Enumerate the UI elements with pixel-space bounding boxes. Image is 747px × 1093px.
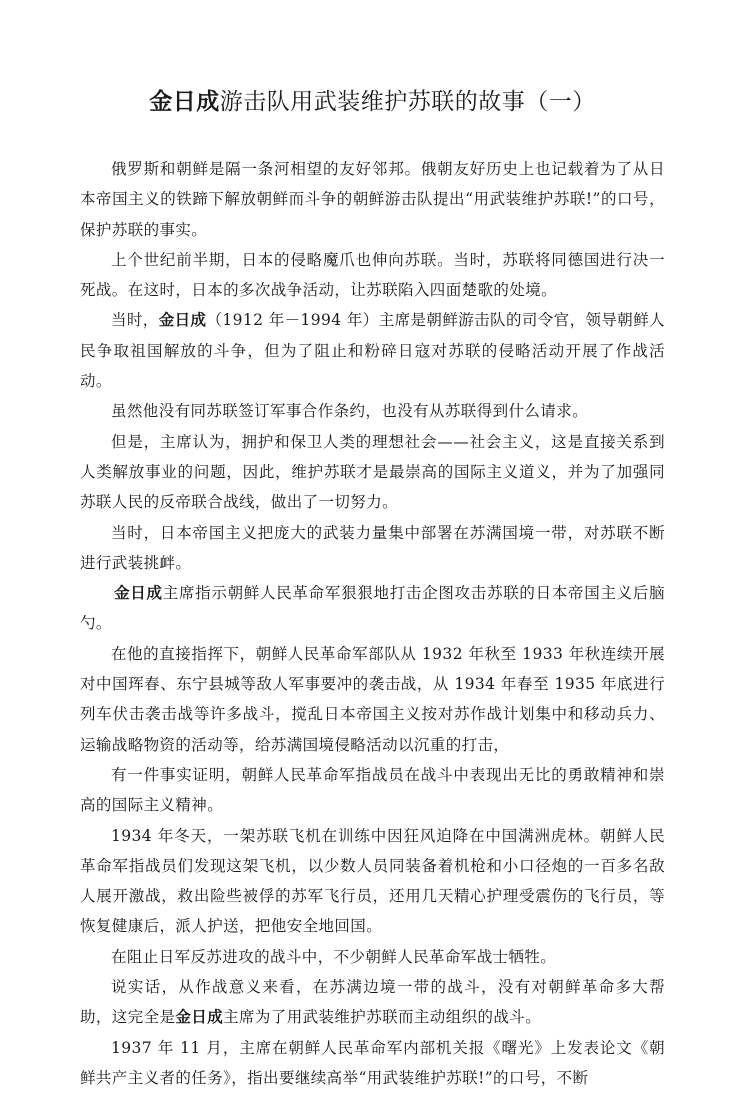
leader-name: 金日成 (114, 584, 163, 603)
paragraph: 在阻止日军反苏进攻的战斗中，不少朝鲜人民革命军战士牺牲。 (111, 947, 557, 966)
paragraph: 有一件事实证明，朝鲜人民革命军指战员在战斗中表现出无比的勇敢精神和崇高的国际主义精神。 (80, 765, 665, 815)
paragraph (80, 305, 665, 396)
paragraph (80, 578, 665, 639)
paragraph: 当时，日本帝国主义把庞大的武装力量集中部署在苏满国境一带，对苏联不断进行武装挑衅。 (80, 523, 665, 572)
paragraph (80, 972, 665, 1033)
leader-name: 金日成 (175, 1008, 224, 1027)
paragraph: 但是，主席认为，拥护和保卫人类的理想社会——社会主义，这是直接关系到人类解放事业的问题，因此，维护苏联才是最崇高的国际主义道义，并为了加强同苏联人民的反帝联合战线，做出了一切努力。 (80, 432, 665, 512)
paragraph: 1937 年 11 月，主席在朝鲜人民革命军内部机关报《曙光》上发表论文《朝鲜共产主义者的任务》，指出要继续高举“用武装维护苏联!”的口号，不断 (80, 1038, 665, 1087)
paragraph-text: 说实话，从作战意义来看，在苏满边境一带的战斗，没有对朝鲜革命多大帮助，这完全是 (80, 978, 665, 1027)
paragraph-text: 当时， (111, 311, 159, 330)
paragraph-text: 主席为了用武装维护苏联而主动组织的战斗。 (223, 1008, 542, 1027)
title-leader-name: 金日成 (149, 89, 220, 115)
title-rest: 游击队用武装维护苏联的故事（一） (219, 89, 596, 115)
paragraph: 在他的直接指挥下，朝鲜人民革命军部队从 1932 年秋至 1933 年秋连续开展对中国珲春、东宁县城等敌人军事要冲的袭击战，从 1934 年春至 1935 年底进行列车伏击袭击战等许多战斗，搅乱日本帝国主义按对苏作战计划集中和移动兵力、运输战略物资的活动等，给苏满国境侵略活动以沉重的打击， (80, 644, 665, 754)
paragraph-text: （1912 年－1994 年）主席是朝鲜游击队的司令官，领导朝鲜人民争取祖国解放的斗争，但为了阻止和粉碎日寇对苏联的侵略活动开展了作战活动。 (80, 311, 665, 391)
paragraph: 虽然他没有同苏联签订军事合作条约，也没有从苏联得到什么请求。 (111, 402, 589, 421)
paragraph: 上个世纪前半期，日本的侵略魔爪也伸向苏联。当时，苏联将同德国进行决一死战。在这时，日本的多次战争活动，让苏联陷入四面楚歌的处境。 (80, 250, 665, 300)
paragraph: 俄罗斯和朝鲜是隔一条河相望的友好邻邦。俄朝友好历史上也记载着为了从日本帝国主义的铁蹄下解放朝鲜而斗争的朝鲜游击队提出“用武装维护苏联!”的口号，保护苏联的事实。 (80, 160, 665, 239)
leader-name: 金日成 (158, 311, 207, 330)
article-body (80, 154, 665, 1093)
paragraph-text: 主席指示朝鲜人民革命军狠狠地打击企图攻击苏联的日本帝国主义后脑勺。 (80, 584, 665, 633)
page-title (80, 86, 665, 118)
paragraph: 1934 年冬天，一架苏联飞机在训练中因狂风迫降在中国满洲虎林。朝鲜人民革命军指战员们发现这架飞机，以少数人员同装备着机枪和小口径炮的一百多名敌人展开激战，救出险些被俘的苏军飞行员，还用几天精心护理受震伤的飞行员，等恢复健康后，派人护送，把他安全地回国。 (80, 826, 665, 936)
